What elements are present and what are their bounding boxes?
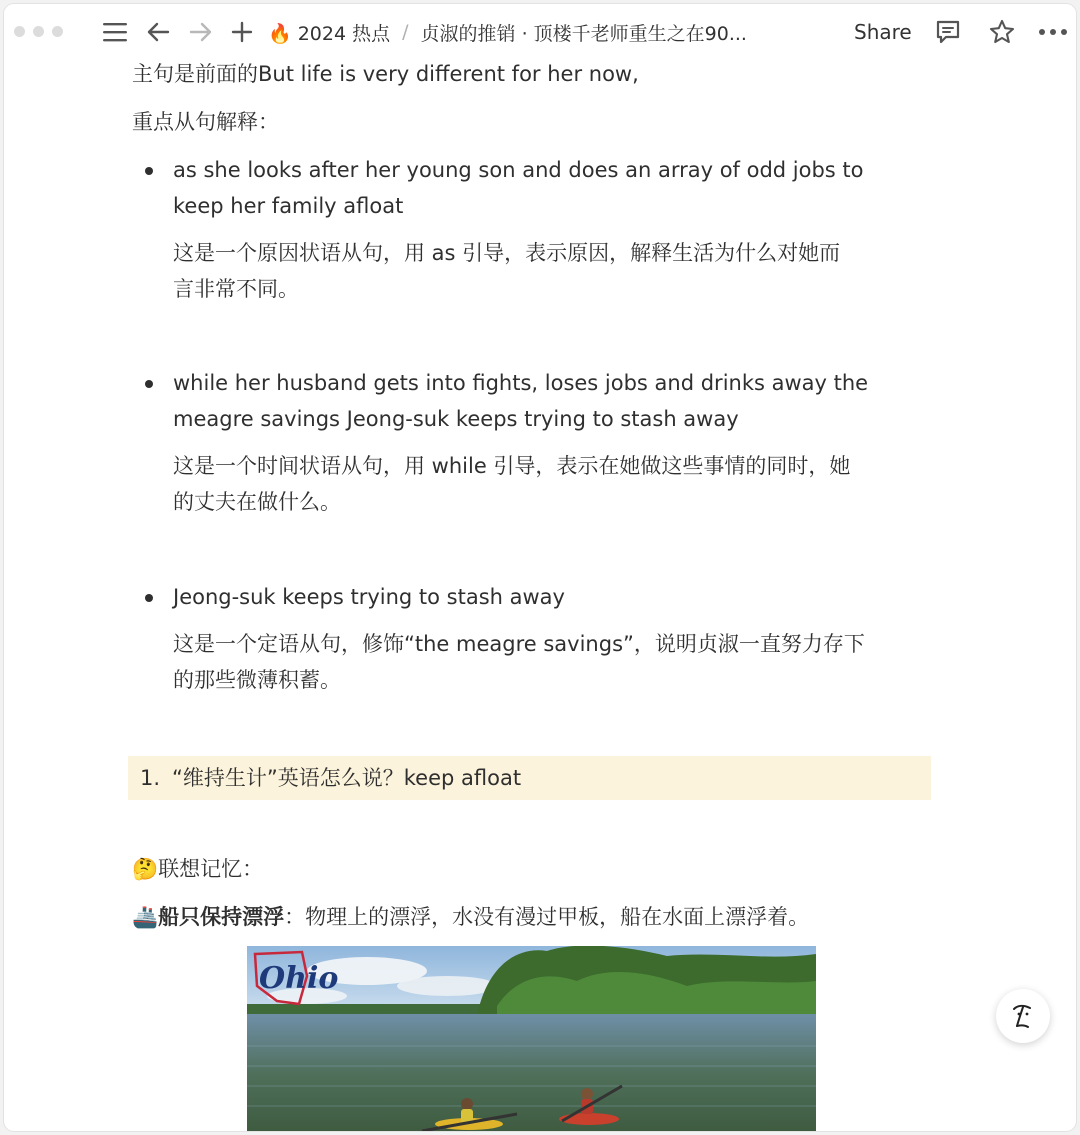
close-window-dot[interactable] bbox=[14, 26, 25, 37]
back-button[interactable] bbox=[142, 16, 174, 48]
association-label: 联想记忆： bbox=[158, 857, 264, 881]
forward-button[interactable] bbox=[185, 16, 217, 48]
breadcrumb bbox=[268, 20, 747, 44]
thinking-face-icon: 🤔 bbox=[132, 857, 159, 881]
list-number: 1. bbox=[140, 766, 161, 790]
bullet-1-note-2: 言非常不同。 bbox=[173, 277, 299, 301]
new-page-button[interactable] bbox=[226, 16, 258, 48]
comments-button[interactable] bbox=[932, 16, 964, 48]
plus-icon bbox=[231, 21, 253, 43]
breadcrumb-workspace[interactable] bbox=[268, 19, 390, 46]
ship-description: ：物理上的漂浮，水没有漫过甲板，船在水面上漂浮着。 bbox=[284, 905, 810, 929]
bullet-1-line-1: as she looks after her young son and does an array of odd jobs to bbox=[173, 158, 864, 182]
bullet-2-note-1: 这是一个时间状语从句，用 while 引导，表示在她做这些事情的同时，她 bbox=[173, 454, 851, 478]
highlighted-numbered-item bbox=[128, 756, 931, 800]
breadcrumb-page[interactable]: 贞淑的推销 · 顶楼千老师重生之在90... bbox=[420, 22, 747, 45]
bullet-3-note-2: 的那些微薄积蓄。 bbox=[173, 668, 341, 692]
share-button[interactable]: Share bbox=[854, 20, 912, 44]
more-dots-icon bbox=[1038, 27, 1068, 37]
ohio-logo: Ohio bbox=[259, 961, 339, 996]
breadcrumb-separator: / bbox=[402, 21, 409, 43]
bullet-2-line-2: meagre savings Jeong-suk keeps trying to stash away bbox=[173, 407, 739, 431]
bullet-1-note-1: 这是一个原因状语从句，用 as 引导，表示原因，解释生活为什么对她而 bbox=[173, 241, 841, 265]
minimize-window-dot[interactable] bbox=[33, 26, 44, 37]
page-content bbox=[4, 58, 1076, 1131]
association-heading bbox=[132, 851, 263, 887]
bullet-1-line-2: keep her family afloat bbox=[173, 194, 404, 218]
bullet-2-note-2: 的丈夫在做什么。 bbox=[173, 490, 341, 514]
star-icon bbox=[988, 18, 1016, 46]
top-bar bbox=[4, 4, 1076, 58]
fire-icon: 🔥 bbox=[268, 22, 292, 45]
bullet-dot bbox=[145, 594, 153, 602]
bullet-3-note-1: 这是一个定语从句，修饰“the meagre savings”，说明贞淑一直努力存下 bbox=[173, 632, 865, 656]
ship-explanation bbox=[132, 899, 809, 935]
bullet-dot bbox=[145, 167, 153, 175]
more-options-button[interactable] bbox=[1037, 16, 1069, 48]
ship-bold-term: 船只保持漂浮 bbox=[158, 905, 285, 929]
intro-heading: 重点从句解释： bbox=[132, 110, 279, 134]
assistant-face-icon bbox=[1006, 999, 1040, 1033]
favorite-button[interactable] bbox=[986, 16, 1018, 48]
bullet-2-line-1: while her husband gets into fights, loses jobs and drinks away the bbox=[173, 371, 869, 395]
comment-icon bbox=[934, 18, 962, 46]
zoom-window-dot[interactable] bbox=[52, 26, 63, 37]
bullet-3-line-1: Jeong-suk keeps trying to stash away bbox=[173, 585, 565, 609]
ai-assistant-button[interactable] bbox=[996, 989, 1050, 1043]
kayak-lake-image bbox=[247, 946, 816, 1131]
ship-icon: 🚢 bbox=[132, 905, 159, 929]
hamburger-icon bbox=[102, 21, 128, 43]
window-controls bbox=[14, 26, 63, 37]
kayak-photo[interactable] bbox=[247, 946, 816, 1131]
numbered-item-text: “维持生计”英语怎么说？keep afloat bbox=[172, 766, 522, 790]
intro-main-clause: 主句是前面的But life is very different for her now, bbox=[132, 62, 639, 86]
breadcrumb-workspace-label: 2024 热点 bbox=[297, 22, 391, 45]
app-window bbox=[4, 4, 1076, 1131]
arrow-left-icon bbox=[146, 21, 170, 43]
sidebar-menu-button[interactable] bbox=[99, 16, 131, 48]
bullet-dot bbox=[145, 380, 153, 388]
arrow-right-icon bbox=[189, 21, 213, 43]
